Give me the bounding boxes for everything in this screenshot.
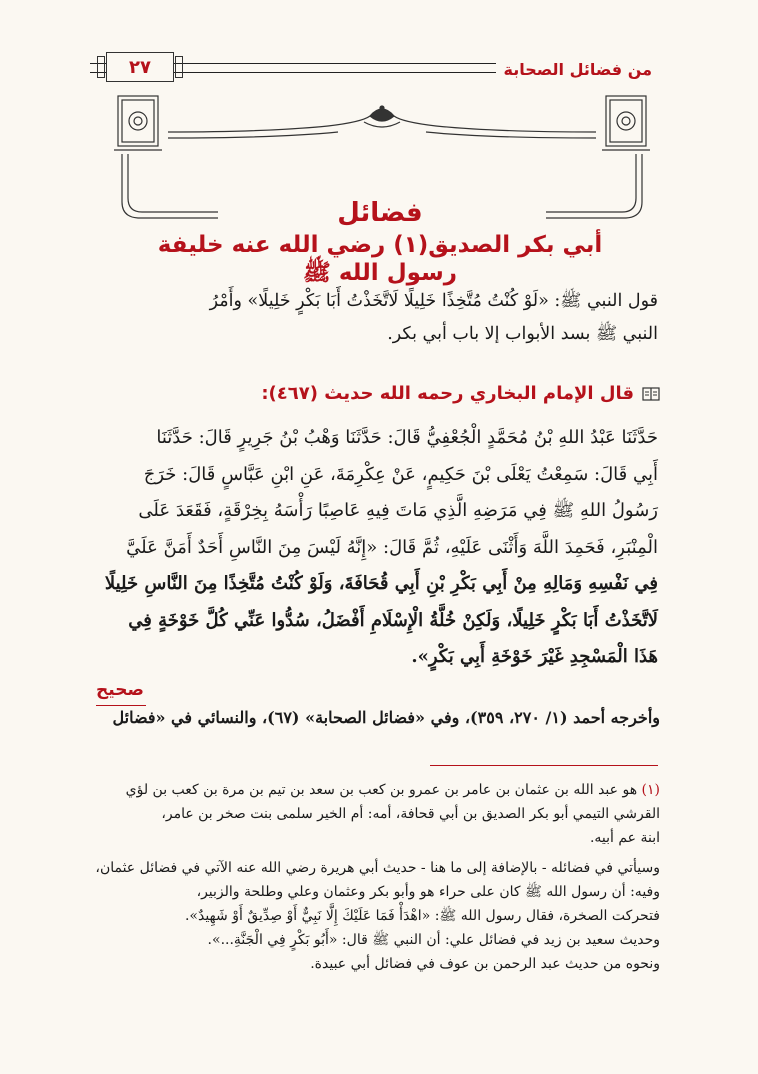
intro-paragraph <box>98 285 658 351</box>
chapter-heading <box>261 383 660 404</box>
hadith-line: الْمِنْبَرِ، فَحَمِدَ اللَّهَ وَأَثْنَى عَلَيْهِ، ثُمَّ قَالَ: «إِنَّهُ لَيْسَ مِنَ النَّاسِ أَحَدٌ أَمَنَّ عَلَيَّ <box>126 536 658 558</box>
footnote-separator <box>430 765 658 766</box>
hadith-text <box>98 420 658 676</box>
section-title: فضائل <box>337 198 423 228</box>
footnote-line: وفيه: أن رسول الله ﷺ كان على حراء هو وأبو بكر وعثمان وعلي وطلحة والزبير، <box>196 884 660 900</box>
footnote-line: وسيأتي في فضائله - بالإضافة إلى ما هنا - حديث أبي هريرة رضي الله عنه الآتي في فضائل عثمان، <box>95 860 660 876</box>
footnote-line: القرشي التيمي أبو بكر الصديق بن أبي قحافة، أمه: أم الخير سلمى بنت صخر بن عامر، <box>161 806 660 822</box>
footnote-line: ابنة عم أبيه. <box>589 830 660 846</box>
hadith-line: لَاتَّخَذْتُ أَبَا بَكْرٍ خَلِيلًا، وَلَكِنْ خُلَّةُ الْإِسْلَامِ أَفْضَلُ، سُدُّوا عَنِّي كُلَّ خَوْخَةٍ فِي <box>128 609 658 631</box>
intro-line: قول النبي ﷺ: «لَوْ كُنْتُ مُتَّخِذًا خَلِيلًا لَاتَّخَذْتُ أَبَا بَكْرٍ خَلِيلًا» وأَمْرُ <box>209 291 658 311</box>
intro-line: النبي ﷺ بسد الأبواب إلا باب أبي بكر. <box>387 324 658 344</box>
grade-underline <box>96 705 146 706</box>
hadith-line: فِي نَفْسِهِ وَمَالِهِ مِنْ أَبِي بَكْرِ بْنِ أَبِي قُحَافَةَ، وَلَوْ كُنْتُ مُتَّخِذًا مِنَ النَّاسِ خَلِيلًا <box>104 573 658 594</box>
footnote-line <box>98 778 660 802</box>
footnote-line: وحديث سعيد بن زيد في فضائل علي: أن النبي ﷺ قال: «أَبُو بَكْرٍ فِي الْجَنَّةِ...». <box>207 932 660 948</box>
footnote <box>95 778 660 976</box>
takhrij-line: وأخرجه أحمد (١/ ٢٧٠، ٣٥٩)، وفي «فضائل الصحابة» (٦٧)، والنسائي في «فضائل <box>112 708 660 727</box>
hadith-line: حَدَّثَنَا عَبْدُ اللهِ بْنُ مُحَمَّدٍ الْجُعْفِيُّ قَالَ: حَدَّثَنَا وَهْبُ بْنُ جَرِيرٍ قَالَ: حَدَّثَنَا <box>156 427 658 448</box>
footnote-line: ونحوه من حديث عبد الرحمن بن عوف في فضائل أبي عبيدة. <box>310 956 660 972</box>
page-number: ٢٧ <box>106 52 174 82</box>
hadith-line: رَسُولُ اللهِ ﷺ فِي مَرَضِهِ الَّذِي مَاتَ فِيهِ عَاصِبًا رَأْسَهُ بِخِرْقَةٍ، فَقَعَدَ عَلَى <box>138 500 658 521</box>
section-subtitle: أبي بكر الصديق(١) رضي الله عنه خليفة رسول الله ﷺ <box>157 232 603 286</box>
footnote-marker: (١) <box>641 782 660 798</box>
hadith-line: أَبِي قَالَ: سَمِعْتُ يَعْلَى بْنَ حَكِيمٍ، عَنْ عِكْرِمَةَ، عَنِ ابْنِ عَبَّاسٍ قَالَ: خَرَجَ <box>143 463 658 485</box>
running-title: من فضائل الصحابة <box>496 60 653 79</box>
grade-label: صحيح <box>96 680 144 700</box>
footnote-text: هو عبد الله بن عثمان بن عامر بن عمرو بن كعب بن سعد بن تيم بن مرة بن كعب بن لؤي <box>125 782 638 798</box>
book-icon <box>642 386 660 402</box>
hadith-line: هَذَا الْمَسْجِدِ غَيْرَ خَوْخَةِ أَبِي بَكْرٍ». <box>411 646 658 667</box>
footnote-line: فتحركت الصخرة، فقال رسول الله ﷺ: «اهْدَأْ فَمَا عَلَيْكَ إِلَّا نَبِيٌّ أَوْ صِدِّيقٌ أَوْ شَهِيدٌ». <box>184 908 660 924</box>
chapter-heading-text: قال الإمام البخاري رحمه الله حديث (٤٦٧): <box>261 383 634 404</box>
